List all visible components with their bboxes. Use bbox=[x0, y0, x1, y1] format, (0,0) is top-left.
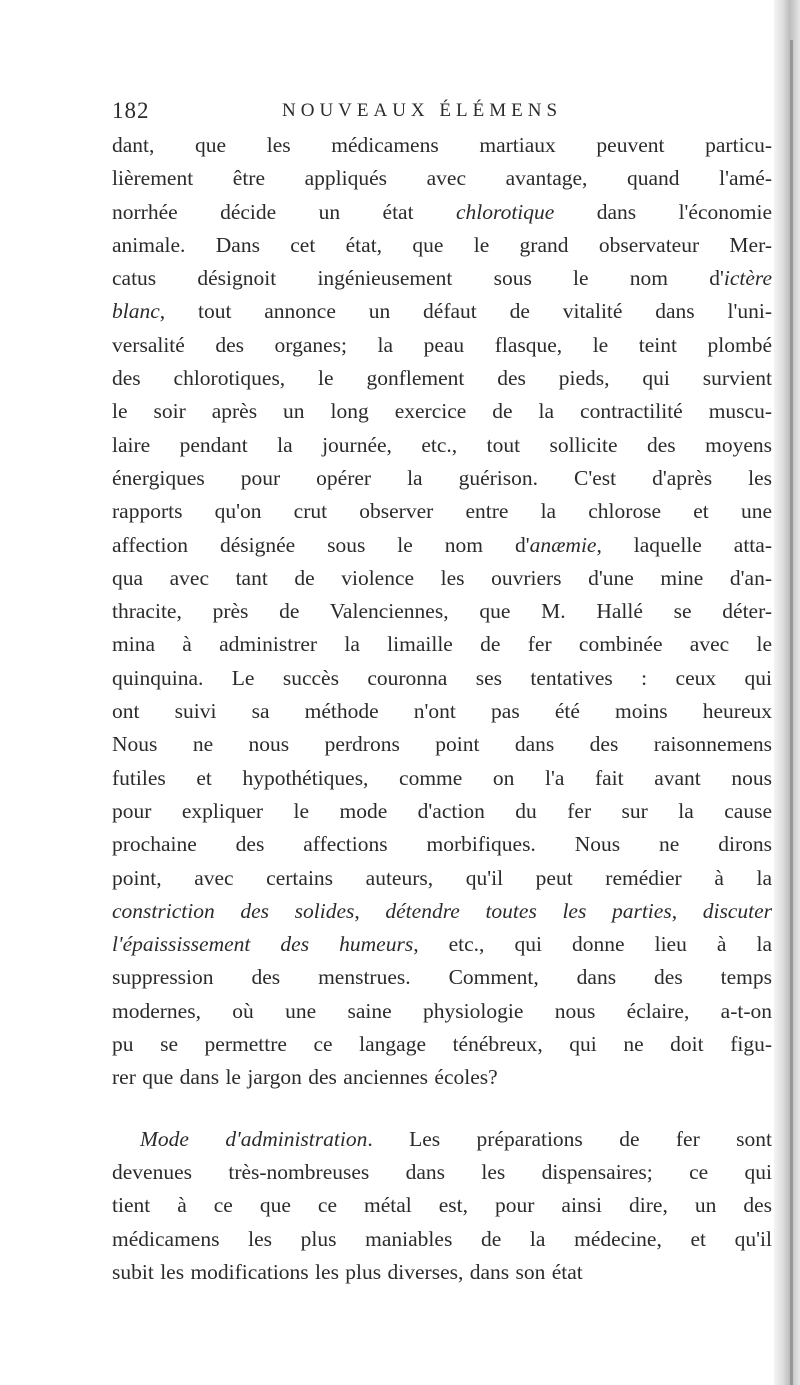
text-run: ont suivi sa méthode n'ont pas été moins heureux bbox=[112, 699, 772, 724]
italic-text: discuter bbox=[702, 898, 772, 923]
text-line bbox=[112, 362, 772, 395]
body-text bbox=[112, 129, 772, 1289]
italic-text: ictère bbox=[723, 266, 772, 291]
running-head: NOUVEAUX ÉLÉMENS bbox=[282, 100, 563, 121]
text-run: pour expliquer le mode d'action du fer sur la cause bbox=[112, 798, 772, 823]
text-line bbox=[112, 196, 772, 229]
text-line bbox=[112, 295, 772, 328]
text-run: prochaine des affections morbifiques. Nous ne dirons bbox=[112, 832, 772, 857]
text-run: dant, que les médicamens martiaux peuvent particu- bbox=[112, 133, 772, 157]
text-line bbox=[112, 828, 772, 861]
text-run: des chlorotiques, le gonflement des pieds, qui survient bbox=[112, 366, 772, 391]
binding-edge bbox=[790, 40, 793, 1385]
text-run: thracite, près de Valenciennes, que M. Hallé se déter- bbox=[112, 599, 772, 624]
text-run: qua avec tant de violence les ouvriers d'une mine d'an- bbox=[112, 565, 772, 590]
text-run: lièrement être appliqués avec avantage, quand l'amé- bbox=[112, 166, 772, 191]
text-run: rapports qu'on crut observer entre la chlorose et une bbox=[112, 499, 772, 524]
text-line bbox=[112, 595, 772, 628]
text-line bbox=[112, 995, 772, 1028]
text-line bbox=[112, 928, 772, 961]
text-run: , etc., qui donne lieu à la bbox=[413, 932, 772, 957]
page-gutter-shadow bbox=[774, 0, 800, 1385]
italic-text: détendre toutes les parties bbox=[385, 898, 672, 923]
text-line bbox=[112, 229, 772, 262]
text-line bbox=[112, 395, 772, 428]
text-line bbox=[112, 628, 772, 661]
text-line bbox=[112, 662, 772, 695]
text-run: animale. Dans cet état, que le grand observateur Mer- bbox=[112, 232, 772, 257]
italic-text: Mode d'administration bbox=[140, 1126, 368, 1151]
text-run: affection désignée sous le nom d' bbox=[112, 532, 530, 557]
text-run: futiles et hypothétiques, comme on l'a fait avant nous bbox=[112, 765, 772, 790]
text-run: Nous ne nous perdrons point dans des raisonnemens bbox=[112, 732, 772, 757]
text-run: point, avec certains auteurs, qu'il peut remédier à la bbox=[112, 865, 772, 890]
text-run: rer que dans le jargon des anciennes écoles? bbox=[112, 1065, 498, 1090]
text-run: médicamens les plus maniables de la médecine, et qu'il bbox=[112, 1226, 772, 1251]
text-line bbox=[112, 961, 772, 994]
page-number: 182 bbox=[112, 98, 150, 123]
paragraph-2 bbox=[112, 1123, 772, 1289]
text-line bbox=[112, 562, 772, 595]
text-line bbox=[112, 262, 772, 295]
text-line bbox=[112, 795, 772, 828]
text-line bbox=[112, 429, 772, 462]
text-run: quinquina. Le succès couronna ses tentatives : ceux qui bbox=[112, 665, 772, 690]
text-run: subit les modifications les plus diverses, dans son état bbox=[112, 1259, 583, 1284]
page-header bbox=[112, 98, 712, 124]
italic-text: blanc bbox=[112, 299, 160, 324]
text-run: , laquelle atta- bbox=[596, 532, 772, 557]
text-line bbox=[112, 862, 772, 895]
text-run: , tout annonce un défaut de vitalité dans l'uni- bbox=[159, 299, 772, 324]
text-run: versalité des organes; la peau flasque, le teint plombé bbox=[112, 332, 772, 357]
paragraph-gap bbox=[112, 1095, 772, 1123]
text-line bbox=[112, 695, 772, 728]
text-line bbox=[112, 1061, 772, 1094]
text-run: dans l'économie bbox=[554, 199, 772, 224]
italic-text: anæmie bbox=[529, 532, 597, 557]
text-line bbox=[112, 1223, 772, 1256]
text-run: modernes, où une saine physiologie nous éclaire, a-t-on bbox=[112, 998, 772, 1023]
italic-text: constriction des solides bbox=[112, 898, 355, 923]
text-run: devenues très-nombreuses dans les dispensaires; ce qui bbox=[112, 1159, 772, 1184]
italic-text: l'épaississement des humeurs bbox=[112, 932, 414, 957]
text-line bbox=[112, 129, 772, 162]
text-line bbox=[112, 895, 772, 928]
text-run: . Les préparations de fer sont bbox=[367, 1126, 772, 1151]
text-run: mina à administrer la limaille de fer combinée avec le bbox=[112, 632, 772, 657]
text-run: catus désignoit ingénieusement sous le nom d' bbox=[112, 266, 724, 291]
text-run: norrhée décide un état bbox=[112, 199, 456, 224]
text-run: , bbox=[671, 898, 703, 923]
text-line bbox=[112, 162, 772, 195]
text-run: , bbox=[354, 898, 386, 923]
text-line bbox=[112, 495, 772, 528]
text-run: le soir après un long exercice de la contractilité muscu- bbox=[112, 399, 772, 424]
text-run: pu se permettre ce langage ténébreux, qui ne doit figu- bbox=[112, 1032, 772, 1057]
text-line bbox=[112, 1028, 772, 1061]
paragraph-1 bbox=[112, 129, 772, 1095]
text-line bbox=[112, 462, 772, 495]
text-line bbox=[112, 728, 772, 761]
text-line bbox=[112, 529, 772, 562]
text-run: énergiques pour opérer la guérison. C'est d'après les bbox=[112, 465, 772, 490]
italic-text: chlorotique bbox=[455, 199, 555, 224]
text-line bbox=[112, 1156, 772, 1189]
text-line bbox=[112, 762, 772, 795]
text-run: laire pendant la journée, etc., tout sollicite des moyens bbox=[112, 432, 772, 457]
text-run: tient à ce que ce métal est, pour ainsi dire, un des bbox=[112, 1193, 772, 1218]
text-line bbox=[112, 1189, 772, 1222]
text-line bbox=[112, 329, 772, 362]
text-line bbox=[112, 1123, 772, 1156]
text-line bbox=[112, 1256, 772, 1289]
text-run: suppression des menstrues. Comment, dans des temps bbox=[112, 965, 772, 990]
